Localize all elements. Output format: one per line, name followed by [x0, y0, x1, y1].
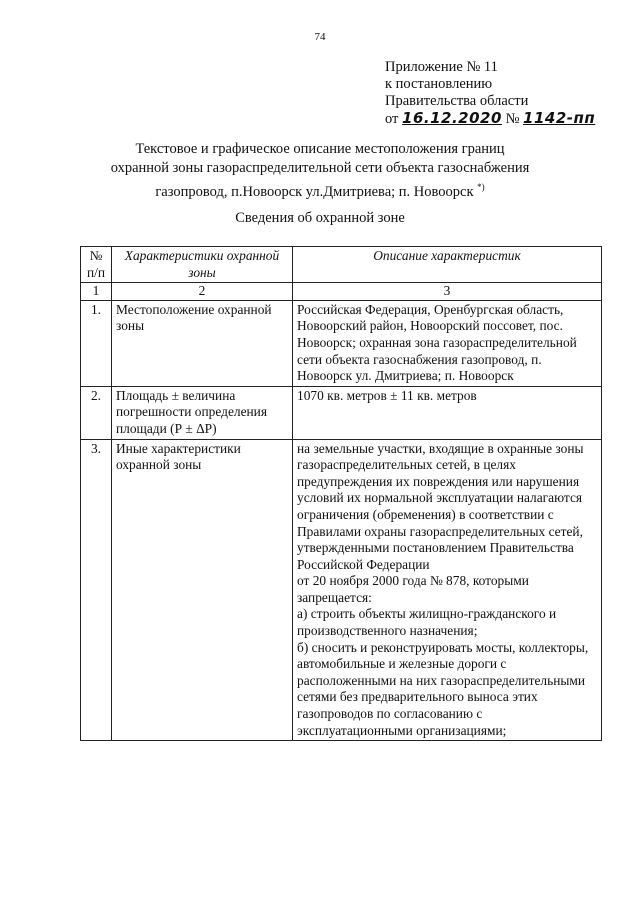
row-characteristic: Иные характеристики охранной зоны: [112, 439, 293, 741]
row-description: [293, 439, 602, 741]
number-sign: №: [505, 111, 520, 127]
row-num: 3.: [81, 439, 112, 741]
footnote-mark: *): [477, 182, 485, 192]
table-index-row: [81, 283, 602, 301]
page-number: 74: [314, 31, 326, 43]
appendix-reference: к постановлению: [385, 76, 493, 92]
table-row: [81, 386, 602, 439]
appendix-date-line: [385, 110, 595, 128]
handwritten-date: 16.12.2020: [402, 109, 502, 127]
row-characteristic: Площадь ± величина погрешности определения площади (Р ± ΔР): [112, 386, 293, 439]
protection-zone-table: [80, 246, 602, 741]
handwritten-number: 1142-пп: [523, 109, 596, 127]
row-num: 1.: [81, 300, 112, 386]
index-cell: 3: [293, 283, 602, 301]
title-line-1: Текстовое и графическое описание местоположения границ: [135, 141, 505, 157]
row-description: Российская Федерация, Оренбургская область, Новоорский район, Новоорский поссовет, пос. Новоорск; охранная зона газораспределительной сети объекта газоснабжения газопровод, п. Новоорск ул. Дмитриева; п. Новоорск: [293, 300, 602, 386]
title-line-3: [60, 178, 580, 202]
header-characteristic: Характеристики охранной зоны: [112, 247, 293, 283]
restriction-item-a: а) строить объекты жилищно-гражданского и производственного назначения;: [297, 606, 557, 639]
appendix-authority: Правительства области: [385, 93, 529, 109]
header-description: Описание характеристик: [293, 247, 602, 283]
section-subtitle: Сведения об охранной зоне: [235, 210, 405, 226]
appendix-block: [385, 59, 595, 128]
restriction-intro: на земельные участки, входящие в охранные зоны газораспределительных сетей, в целях предупреждения их повреждения или нарушения условий их нормальной эксплуатации налагаются ограничения (обременения) в соответствии с Правилами охраны газораспределительных сетей, утвержденными постановлением Правительства Российской Федерации: [297, 440, 584, 572]
index-cell: 2: [112, 283, 293, 301]
table-row: [81, 439, 602, 741]
index-cell: 1: [81, 283, 112, 301]
date-prefix: от: [385, 111, 399, 127]
document-title: [60, 140, 580, 202]
row-description: 1070 кв. метров ± 11 кв. метров: [293, 386, 602, 439]
appendix-title: Приложение № 11: [385, 59, 498, 75]
row-num: 2.: [81, 386, 112, 439]
table-header-row: [81, 247, 602, 283]
restriction-decree: от 20 ноября 2000 года № 878, которыми запрещается:: [297, 573, 529, 605]
row-characteristic: Местоположение охранной зоны: [112, 300, 293, 386]
header-num: № п/п: [81, 247, 112, 283]
title-line-3-text: газопровод, п.Новоорск ул.Дмитриева; п. Новоорск: [155, 183, 474, 200]
table-row: [81, 300, 602, 386]
title-line-2: охранной зоны газораспределительной сети объекта газоснабжения: [110, 160, 530, 176]
restriction-item-b: б) сносить и реконструировать мосты, коллекторы, автомобильные и железные дороги с расположенными на них газораспределительными сетями без предварительного выноса этих газопроводов по согласованию с эксплуатационными организациями;: [297, 639, 589, 738]
